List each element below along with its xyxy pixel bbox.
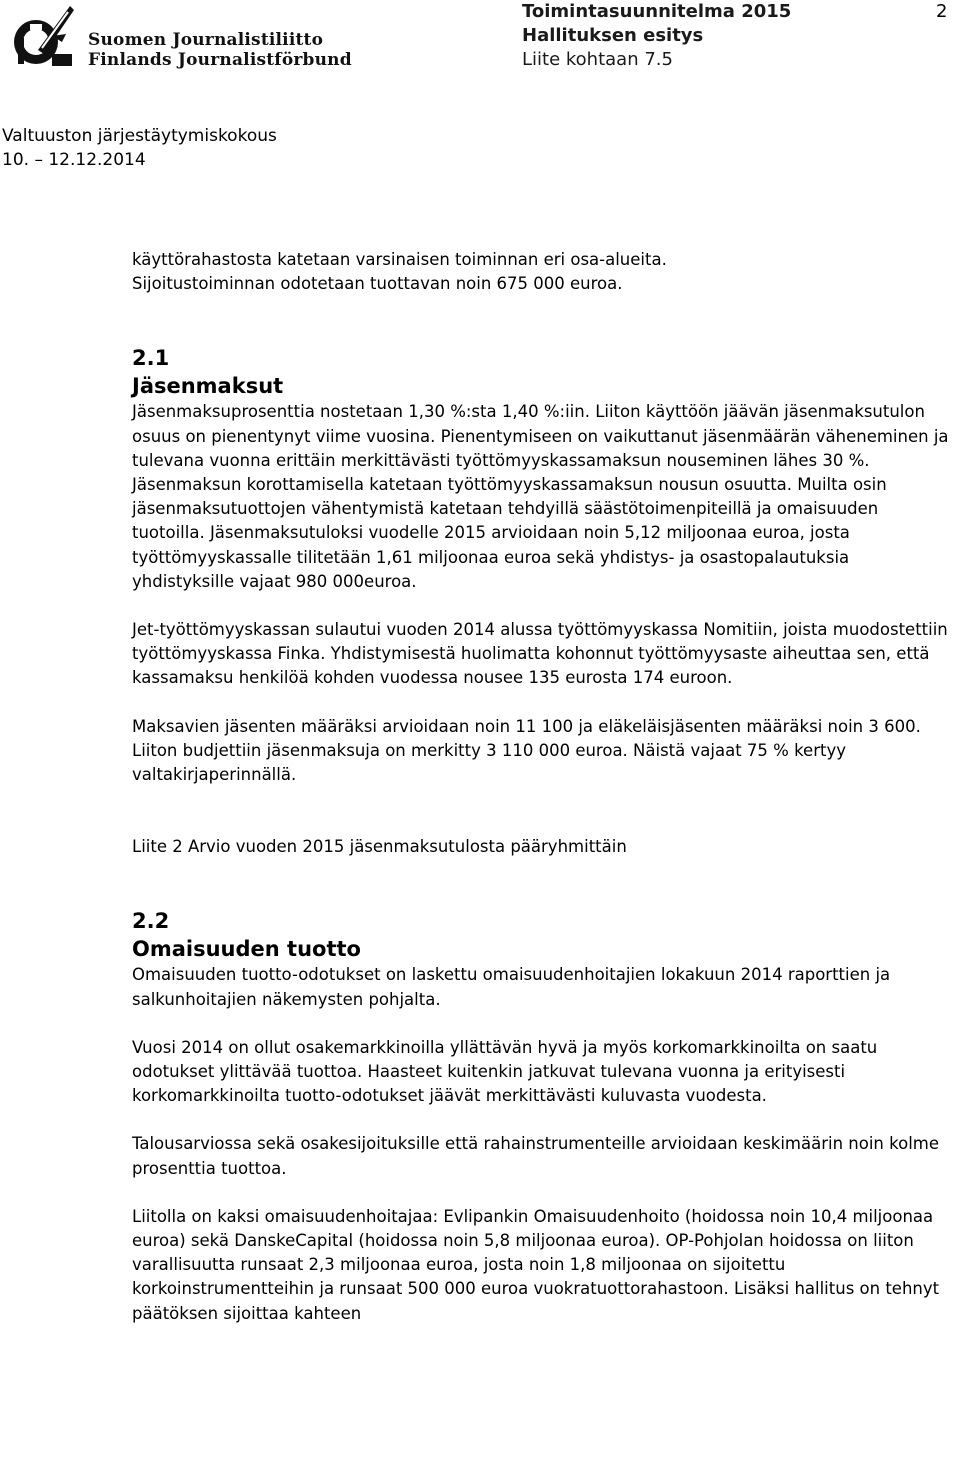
meeting-name: Valtuuston järjestäytymiskokous <box>2 126 277 146</box>
body-paragraph: Jet-työttömyyskassan sulautui vuoden 2014 alussa työttömyyskassa Nomitiin, joista muodostettiin työttömyyskassa Finka. Yhdistymisestä huolimatta kohonnut työttömyysaste aiheuttaa sen, että kassamaksu henkilöä kohden vuodessa nousee 135 eurosta 174 euroon. <box>132 620 948 688</box>
document-header <box>522 0 791 72</box>
meeting-info <box>2 124 277 172</box>
section-number: 2.2 <box>132 909 170 934</box>
document-subtitle: Hallituksen esitys <box>522 25 704 46</box>
document-body <box>132 248 954 1326</box>
body-text-line: käyttörahastosta katetaan varsinaisen toiminnan eri osa-alueita. <box>132 250 667 269</box>
body-paragraph: Omaisuuden tuotto-odotukset on laskettu omaisuudenhoitajien lokakuun 2014 raporttien ja salkunhoitajien näkemysten pohjalta. <box>132 965 891 1009</box>
meeting-date: 10. – 12.12.2014 <box>2 150 146 170</box>
section-heading: Jäsenmaksut <box>132 374 284 399</box>
section-heading: Omaisuuden tuotto <box>132 937 361 962</box>
journalist-union-emblem-icon <box>8 4 80 70</box>
attachment-reference: Liite 2 Arvio vuoden 2015 jäsenmaksutulosta pääryhmittäin <box>132 837 627 857</box>
body-paragraph: Liitolla on kaksi omaisuudenhoitajaa: Evlipankin Omaisuudenhoito (hoidossa noin 10,4 miljoonaa euroa) sekä DanskeCapital (hoidossa noin 5,8 miljoonaa euroa). OP-Pohjolan hoidossa on liiton varallisuutta runsaat 2,3 miljoonaa euroa, josta noin 1,8 miljoonaa on sijoitettu korkoinstrumentteihin ja runsaat 500 000 euroa vuokratuottorahastoon. Lisäksi hallitus on tehnyt päätöksen sijoittaa kahteen <box>132 1206 940 1323</box>
body-paragraph: Vuosi 2014 on ollut osakemarkkinoilla yllättävän hyvä ja myös korkomarkkinoilta on saatu odotukset ylittävää tuottoa. Haasteet kuitenkin jatkuvat tulevana vuonna ja erityisesti korkomarkkinoilta tuotto-odotukset jäävät merkittävästi kuluvasta vuodesta. <box>132 1037 878 1106</box>
logo-text-swedish: Finlands Journalistförbund <box>88 50 352 70</box>
body-paragraph: Liiton budjettiin jäsenmaksuja on merkitty 3 110 000 euroa. Näistä vajaat 75 % kertyy valtakirjaperinnällä. <box>132 740 846 785</box>
appendix-reference: Liite kohtaan 7.5 <box>522 49 673 70</box>
document-title: Toimintasuunnitelma 2015 <box>522 1 792 22</box>
header-logo <box>8 4 352 74</box>
body-paragraph: Maksavien jäsenten määräksi arvioidaan noin 11 100 ja eläkeläisjäsenten määräksi noin 3 600. <box>132 716 921 736</box>
body-paragraph: Jäsenmaksuprosenttia nostetaan 1,30 %:sta 1,40 %:iin. Liiton käyttöön jäävän jäsenmaksutulon osuus on pienentynyt viime vuosina. Pienentymiseen on vaikuttanut jäsenmäärän väheneminen ja tulevana vuonna erittäin merkittävästi työttömyyskassamaksun nouseminen lähes 30 %. Jäsenmaksun korottamisella katetaan työttömyyskassamaksun nousun osuutta. Muilta osin jäsenmaksutuottojen vähentymistä katetaan tehdyillä säästötoimenpiteillä ja omaisuuden tuotoilla. Jäsenmaksutuloksi vuodelle 2015 arvioidaan noin 5,12 miljoonaa euroa, josta työttömyyskassalle tilitetään 1,61 miljoonaa euroa sekä yhdistys- ja osastopalautuksia yhdistyksille vajaat 980 000euroa. <box>132 402 949 591</box>
logo-text-finnish: Suomen Journalistiliitto <box>88 30 324 50</box>
body-paragraph: Talousarviossa sekä osakesijoituksille että rahainstrumenteille arvioidaan keskimäärin noin kolme prosenttia tuottoa. <box>132 1134 940 1178</box>
body-text-line: Sijoitustoiminnan odotetaan tuottavan noin 675 000 euroa. <box>132 274 623 294</box>
page-number: 2 <box>936 1 948 22</box>
section-number: 2.1 <box>132 346 170 371</box>
